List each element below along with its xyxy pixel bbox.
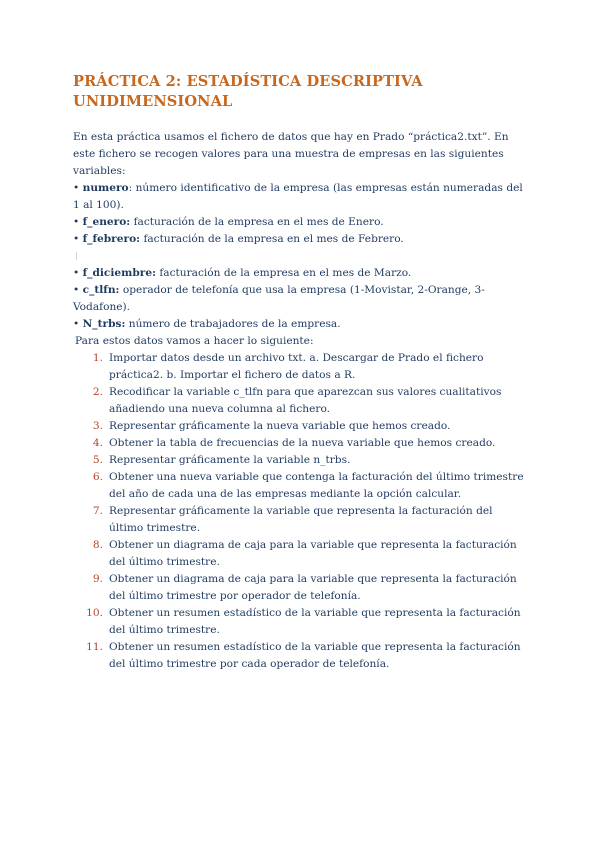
variable-item: • N_trbs: número de trabajadores de la empresa. (73, 318, 341, 330)
intro-paragraph (73, 129, 528, 180)
variable-item: • f_enero: facturación de la empresa en el mes de Enero. (73, 216, 384, 228)
list-item: 11. Obtener un resumen estadístico de la variable que representa la facturación del último trimestre por cada operador de telefonía. (86, 641, 521, 670)
list-item: 10. Obtener un resumen estadístico de la variable que representa la facturación del último trimestre. (86, 607, 521, 636)
variable-item: • f_diciembre: facturación de la empresa en el mes de Marzo. (73, 267, 412, 279)
blank-line (73, 248, 528, 265)
list-item: 3. Representar gráficamente la nueva variable que hemos creado. (92, 420, 451, 432)
list-item: 6. Obtener una nueva variable que contenga la facturación del último trimestre del año de cada una de las empresas mediante la opción calcular. (92, 471, 524, 500)
page-title: PRÁCTICA 2: ESTADÍSTICA DESCRIPTIVA UNIDIMENSIONAL (73, 73, 423, 110)
list-item: 7. Representar gráficamente la variable que representa la facturación del último trimestre. (92, 505, 493, 534)
tasks-lead: Para estos datos vamos a hacer lo siguiente: (75, 335, 314, 347)
document-page (73, 72, 528, 673)
list-item: 2. Recodificar la variable c_tlfn para que aparezcan sus valores cualitativos añadiendo una nueva columna al fichero. (92, 386, 502, 415)
variables-list (73, 180, 528, 333)
list-item: 8. Obtener un diagrama de caja para la variable que representa la facturación del último trimestre. (92, 539, 517, 568)
list-item: 1. Importar datos desde un archivo txt. a. Descargar de Prado el fichero práctica2. b. Importar el fichero de datos a R. (92, 352, 484, 381)
variable-item: • c_tlfn: operador de telefonía que usa la empresa (1-Movistar, 2-Orange, 3- Vodafone). (73, 284, 485, 313)
list-item: 9. Obtener un diagrama de caja para la variable que representa la facturación del último trimestre por operador de telefonía. (92, 573, 517, 602)
list-item: 5. Representar gráficamente la variable n_trbs. (92, 454, 351, 466)
variable-item: • numero: número identificativo de la empresa (las empresas están numeradas del 1 al 100). (73, 182, 523, 211)
text-cursor-mark (76, 252, 77, 260)
variable-item: • f_febrero: facturación de la empresa en el mes de Febrero. (73, 233, 404, 245)
intro-text: En esta práctica usamos el fichero de datos que hay en Prado “práctica2.txt”. En este fichero se recogen valores para una muestra de empresas en las siguientes variables: (73, 131, 509, 177)
tasks-list (73, 350, 528, 673)
list-item: 4. Obtener la tabla de frecuencias de la nueva variable que hemos creado. (92, 437, 496, 449)
